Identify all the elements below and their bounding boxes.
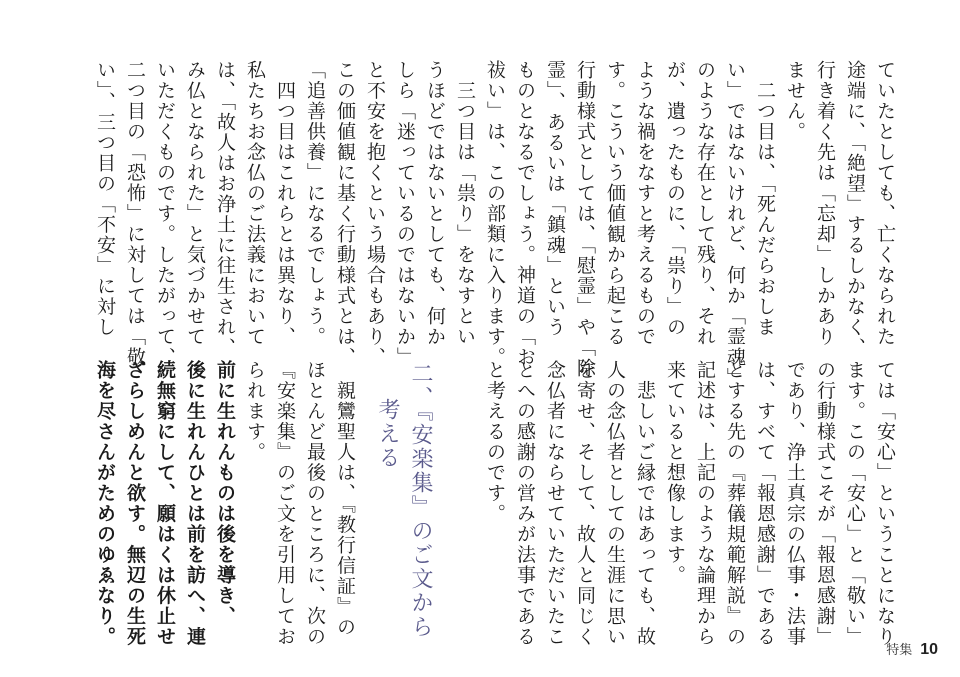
quote-column: 前に生れんものは後を導き、 bbox=[214, 360, 236, 627]
text-column: のような存在として残り、それ bbox=[694, 60, 716, 347]
text-column: み仏となられた」と気づかせて bbox=[184, 60, 206, 347]
text-column: と考えるのです。 bbox=[484, 360, 506, 524]
text-column: 悲しいご縁ではあっても、故 bbox=[634, 360, 656, 647]
text-column: いただくものです。したがって、 bbox=[154, 60, 176, 368]
text-column: 行動様式としては、「慰霊」や「除 bbox=[574, 60, 596, 379]
text-column: 祓い」は、この部類に入ります。 bbox=[484, 60, 506, 368]
text-column: 途端に、「絶望」するしかなく、 bbox=[844, 60, 866, 358]
text-column: ては「安心」ということになり bbox=[874, 360, 896, 647]
text-column: い」、三つ目の「不安」に対し bbox=[94, 60, 116, 338]
text-column: 念仏者にならせていただいたこ bbox=[544, 360, 566, 647]
text-column: 私たちお念仏のご法義において bbox=[244, 60, 266, 347]
text-column: 「追善供養」になるでしょう。 bbox=[304, 60, 326, 347]
quote-column: 後に生れんひとは前を訪へ、連 bbox=[184, 360, 206, 647]
text-column: 親鸞聖人は、『教行信証』の bbox=[334, 360, 356, 638]
text-column: られます。 bbox=[244, 360, 266, 463]
text-column: この価値観に基く行動様式とは、 bbox=[334, 60, 356, 368]
page-number: 10 bbox=[920, 641, 938, 658]
text-column: ません。 bbox=[784, 60, 806, 142]
text-column: 三つ目は「祟り」をなすとい bbox=[454, 60, 476, 347]
section-heading: 二、『安楽集』のご文から bbox=[408, 362, 433, 639]
text-column: 二つ目の「恐怖」に対しては「敬 bbox=[124, 60, 146, 368]
quote-column: 続無窮にして、願はくは休止せ bbox=[154, 360, 176, 647]
text-column: しら「迷っているのではないか」 bbox=[394, 60, 416, 368]
text-column: が、遺ったものに、「祟り」の bbox=[664, 60, 686, 338]
page-footer bbox=[886, 639, 938, 659]
text-column: 来ていると想像します。 bbox=[664, 360, 686, 586]
text-column: 人の念仏者としての生涯に思い bbox=[604, 360, 626, 647]
text-column: は、すべて「報恩感謝」である bbox=[754, 360, 776, 647]
text-column: い」ではないけれど、何か「霊魂」 bbox=[724, 60, 746, 388]
section-label: 特集 bbox=[886, 642, 913, 657]
text-column: とする先の『葬儀規範解説』の bbox=[724, 360, 746, 647]
text-column: の行動様式こそが「報恩感謝」 bbox=[814, 360, 836, 647]
text-column: を寄せ、そして、故人と同じく bbox=[574, 360, 596, 647]
text-column: ほとんど最後のところに、次の bbox=[304, 360, 326, 647]
text-column: す。こういう価値観から起こる bbox=[604, 60, 626, 347]
text-column: であり、浄土真宗の仏事・法事 bbox=[784, 360, 806, 647]
text-column: うほどではないとしても、何か bbox=[424, 60, 446, 347]
text-column: ます。この「安心」と「敬い」 bbox=[844, 360, 866, 647]
text-column: とへの感謝の営みが法事である bbox=[514, 360, 536, 647]
section-heading-continued: 考える bbox=[375, 398, 400, 470]
text-column: ていたとしても、亡くなられた bbox=[874, 60, 896, 347]
text-column: と不安を抱くという場合もあり、 bbox=[364, 60, 386, 368]
text-column: 行き着く先は「忘却」しかあり bbox=[814, 60, 836, 347]
quote-column: ざらしめんと欲す。無辺の生死 bbox=[124, 360, 146, 647]
text-column: は、「故人はお浄土に往生され、 bbox=[214, 60, 236, 358]
text-column: 四つ目はこれらとは異なり、 bbox=[274, 60, 296, 347]
text-column: 記述は、上記のような論理から bbox=[694, 360, 716, 647]
text-column: 霊」、あるいは「鎮魂」という bbox=[544, 60, 566, 338]
text-column: 二つ目は、「死んだらおしま bbox=[754, 60, 776, 338]
quote-column: 海を尽さんがためのゆゑなり。 bbox=[94, 360, 116, 647]
text-column: ものとなるでしょう。神道の「お bbox=[514, 60, 536, 368]
text-column: ような禍をなすと考えるもので bbox=[634, 60, 656, 347]
text-column: 『安楽集』のご文を引用してお bbox=[274, 360, 296, 647]
